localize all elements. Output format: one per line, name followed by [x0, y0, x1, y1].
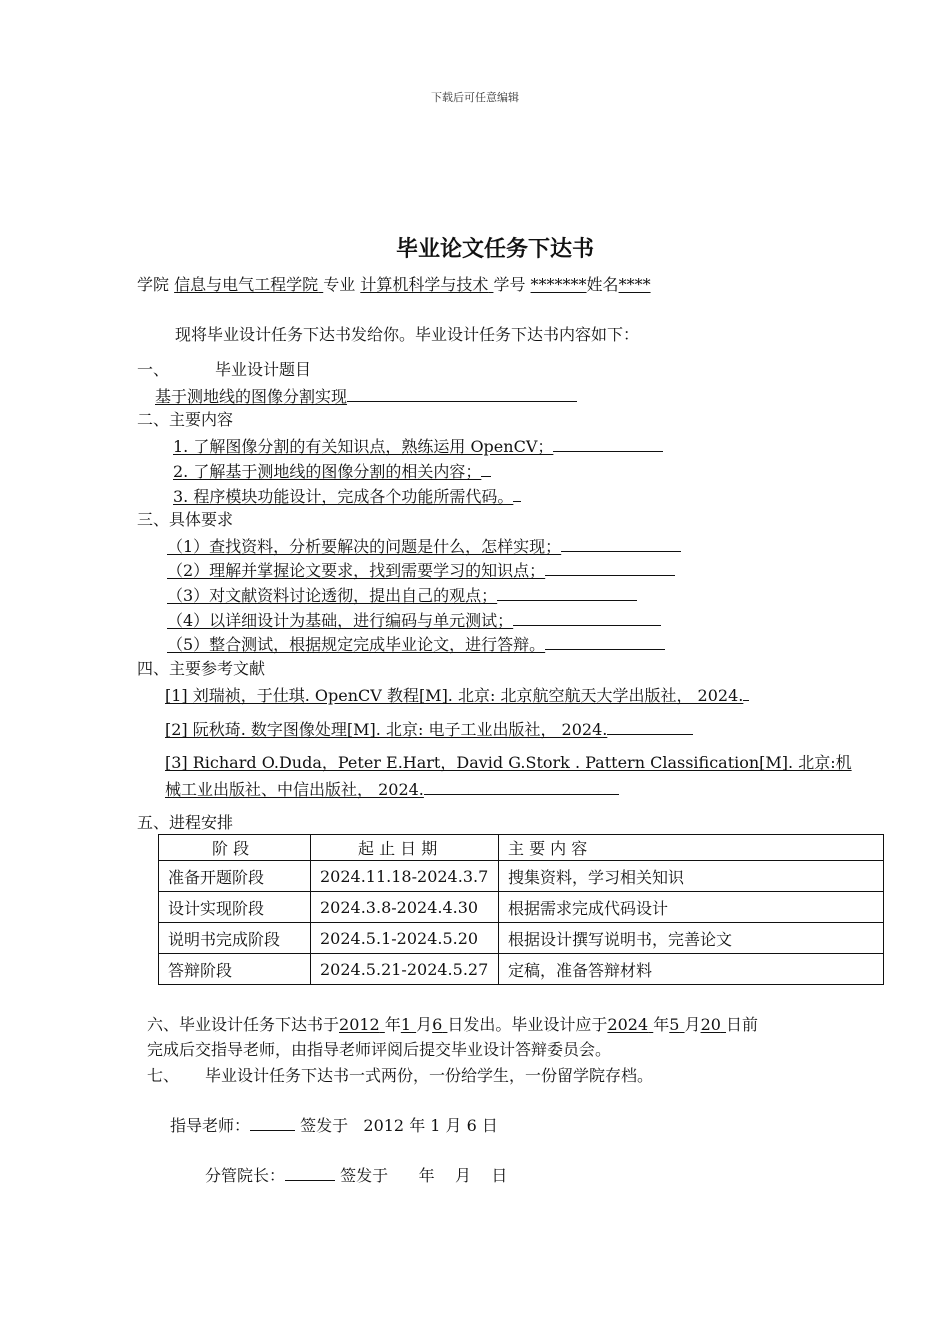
table-row: [159, 861, 884, 892]
dates-cell: 2024.5.1-2024.5.20: [311, 923, 499, 954]
requirement-item: （5）整合测试，根据规定完成毕业论文，进行答辩。: [167, 633, 665, 655]
phase-cell: 设计实现阶段: [159, 892, 311, 923]
reference-item: [1] 刘瑞祯，于仕琪. OpenCV 教程[M]. 北京: 北京航空航天大学出版社， 2024.: [165, 684, 749, 706]
section-4-heading: 四、主要参考文献: [137, 659, 266, 678]
section-1-heading: [137, 360, 311, 380]
schedule-table: [158, 834, 884, 985]
student-id-value: *******: [530, 275, 587, 294]
advisor-signature-blank: [250, 1114, 295, 1131]
section-6-line-2: 完成后交指导老师，由指导老师评阅后提交毕业设计答辩委员会。: [147, 1040, 612, 1059]
college-label: 学院: [137, 275, 170, 294]
reference-item: [3] Richard O.Duda，Peter E.Hart，David G.Stork . Pattern Classification[M]. 北京:机: [165, 753, 852, 772]
due-day: 20: [700, 1015, 721, 1034]
table-row: [159, 923, 884, 954]
requirement-item: （2）理解并掌握论文要求，找到需要学习的知识点；: [167, 559, 675, 581]
thesis-topic: 基于测地线的图像分割实现: [155, 385, 577, 407]
dean-signature-blank: [285, 1164, 335, 1181]
section-1-number: 一、: [137, 360, 170, 379]
col-header-dates: 起 止 日 期: [311, 835, 499, 861]
phase-cell: 说明书完成阶段: [159, 923, 311, 954]
header-note: 下载后可任意编辑: [431, 91, 519, 104]
section-2-heading: 二、主要内容: [137, 410, 234, 429]
student-name-label: 姓名: [586, 275, 619, 294]
dates-cell: 2024.5.21-2024.5.27: [311, 954, 499, 985]
reference-item-continued: 械工业出版社、中信出版社， 2024.: [165, 778, 619, 800]
dates-cell: 2024.3.8-2024.4.30: [311, 892, 499, 923]
student-id-label: 学号: [493, 275, 526, 294]
table-row: [159, 892, 884, 923]
col-header-content: 主 要 内 容: [499, 835, 884, 861]
phase-cell: 准备开题阶段: [159, 861, 311, 892]
advisor-signature-line: [170, 1114, 498, 1136]
section-7: 七、 毕业设计任务下达书一式两份，一份给学生，一份留学院存档。: [147, 1066, 654, 1085]
schedule-header-row: [159, 835, 884, 861]
section-5-heading: 五、进程安排: [137, 813, 234, 832]
intro-paragraph: 现将毕业设计任务下达书发给你。毕业设计任务下达书内容如下：: [175, 325, 640, 344]
major-label: 专业: [323, 275, 356, 294]
major-value: 计算机科学与技术: [360, 275, 489, 294]
issue-year: 2012: [339, 1015, 380, 1034]
content-cell: 定稿，准备答辩材料: [499, 954, 884, 985]
student-name-value: ****: [618, 275, 651, 294]
content-item: 3. 程序模块功能设计，完成各个功能所需代码。: [173, 485, 521, 507]
college-value: 信息与电气工程学院: [174, 275, 319, 294]
content-item: 1. 了解图像分割的有关知识点，熟练运用 OpenCV；: [173, 435, 663, 457]
content-cell: 根据设计撰写说明书，完善论文: [499, 923, 884, 954]
advisor-label: 指导老师：: [170, 1116, 251, 1135]
dean-issued-date: 年 月 日: [418, 1166, 508, 1185]
issue-day: 6: [432, 1015, 443, 1034]
due-month: 5: [669, 1015, 680, 1034]
content-cell: 搜集资料，学习相关知识: [499, 861, 884, 892]
advisor-issued-date: 2012 年 1 月 6 日: [363, 1116, 498, 1135]
requirement-item: （1）查找资料，分析要解决的问题是什么，怎样实现；: [167, 535, 681, 557]
due-year: 2024: [607, 1015, 649, 1034]
issue-month: 1: [400, 1015, 412, 1034]
content-item: 2. 了解基于测地线的图像分割的相关内容；: [173, 460, 491, 482]
dean-issued-label: 签发于: [340, 1166, 389, 1185]
student-info-line: [137, 275, 651, 295]
phase-cell: 答辩阶段: [159, 954, 311, 985]
col-header-phase: 阶 段: [159, 835, 311, 861]
dean-label: 分管院长：: [205, 1166, 286, 1185]
advisor-issued-label: 签发于: [300, 1116, 349, 1135]
section-1-title: 毕业设计题目: [215, 360, 312, 379]
document-title: 毕业论文任务下达书: [395, 237, 594, 262]
requirement-item: （4）以详细设计为基础，进行编码与单元测试；: [167, 609, 661, 631]
requirement-item: （3）对文献资料讨论透彻，提出自己的观点；: [167, 584, 637, 606]
table-row: [159, 954, 884, 985]
section-6-line-1: 六、毕业设计任务下达书于2012 年1 月6 日发出。毕业设计应于2024 年5 月20 日前: [147, 1015, 759, 1034]
dean-signature-line: [205, 1164, 507, 1186]
content-cell: 根据需求完成代码设计: [499, 892, 884, 923]
section-3-heading: 三、具体要求: [137, 510, 234, 529]
dates-cell: 2024.11.18-2024.3.7: [311, 861, 499, 892]
reference-item: [2] 阮秋琦. 数字图像处理[M]. 北京: 电子工业出版社， 2024.: [165, 718, 693, 740]
